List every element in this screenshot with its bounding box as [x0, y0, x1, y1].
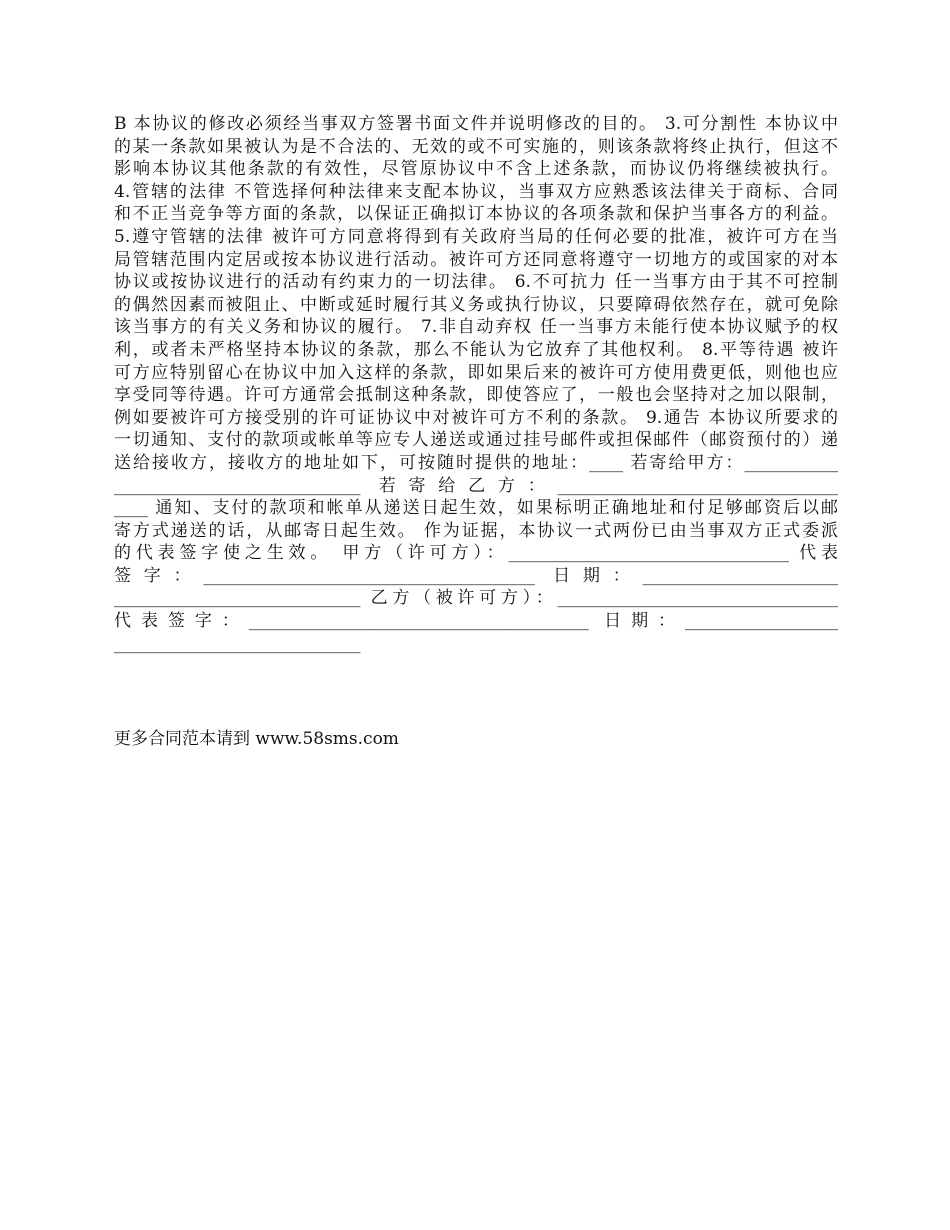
body-line-18: ____ 通知、支付的款项和帐单从递送日起生效，如果标明正确地址和付足够邮资后以邮	[114, 498, 838, 519]
body-line-5: 和不正当竞争等方面的条款，以保证正确拟订本协议的各项条款和保护当事各方的利益。	[114, 204, 838, 225]
footer-note: 更多合同范本请到 www.58sms.com	[114, 729, 399, 749]
body-line-16: 送给接收方，接收方的地址如下，可按随时提供的地址：____ 若寄给甲方：___________	[114, 452, 838, 473]
body-line-11: 利，或者未严格坚持本协议的条款，那么不能认为它放弃了其他权利。 8.平等待遇 被许	[114, 339, 838, 360]
body-line-21: 签字：_______________________________________ 日期：_______________________	[114, 565, 838, 586]
body-line-9: 的偶然因素而被阻止、中断或延时履行其义务或执行协议，只要障碍依然存在，就可免除	[114, 294, 838, 315]
body-line-3: 影响本协议其他条款的有效性，尽管原协议中不含上述条款，而协议仍将继续被执行。	[114, 159, 838, 180]
body-line-2: 的某一条款如果被认为是不合法的、无效的或不可实施的，则该条款将终止执行，但这不	[114, 136, 838, 157]
body-line-1: B 本协议的修改必须经当事双方签署书面文件并说明修改的目的。 3.可分割性 本协议中	[114, 114, 838, 134]
contract-body	[114, 113, 838, 655]
body-line-15: 一切通知、支付的款项或帐单等应专人递送或通过挂号邮件或担保邮件（邮资预付的）递	[114, 430, 838, 451]
body-line-12: 可方应特别留心在协议中加入这样的条款，即如果后来的被许可方使用费更低，则他也应	[114, 362, 838, 383]
body-line-20: 的代表签字使之生效。 甲方（许可方）：_________________________________ 代表	[114, 543, 838, 564]
body-line-7: 局管辖范围内定居或按本协议进行活动。被许可方还同意将遵守一切地方的或国家的对本	[114, 249, 838, 270]
body-line-23: 代表签字：________________________________________ 日期：__________________	[114, 611, 838, 632]
body-line-14: 例如要被许可方接受别的许可证协议中对被许可方不利的条款。 9.通告 本协议所要求的	[114, 407, 838, 428]
body-line-17: _____________________________ 若寄给乙方：_________________________________	[114, 475, 838, 496]
body-line-22: _____________________________ 乙方（被许可方）：_________________________________	[114, 588, 838, 609]
body-line-10: 该当事方的有关义务和协议的履行。 7.非自动弃权 任一当事方未能行使本协议赋予的权	[114, 317, 838, 338]
body-line-6: 5.遵守管辖的法律 被许可方同意将得到有关政府当局的任何必要的批准，被许可方在当	[114, 226, 838, 247]
body-line-19: 寄方式递送的话，从邮寄日起生效。 作为证据，本协议一式两份已由当事双方正式委派	[114, 520, 838, 541]
body-line-24: _____________________________	[114, 633, 361, 654]
body-line-4: 4.管辖的法律 不管选择何种法律来支配本协议，当事双方应熟悉该法律关于商标、合同	[114, 181, 838, 202]
body-line-13: 享受同等待遇。许可方通常会抵制这种条款，即使答应了，一般也会坚持对之加以限制，	[114, 385, 838, 406]
body-line-8: 协议或按协议进行的活动有约束力的一切法律。 6.不可抗力 任一当事方由于其不可控制	[114, 272, 838, 293]
